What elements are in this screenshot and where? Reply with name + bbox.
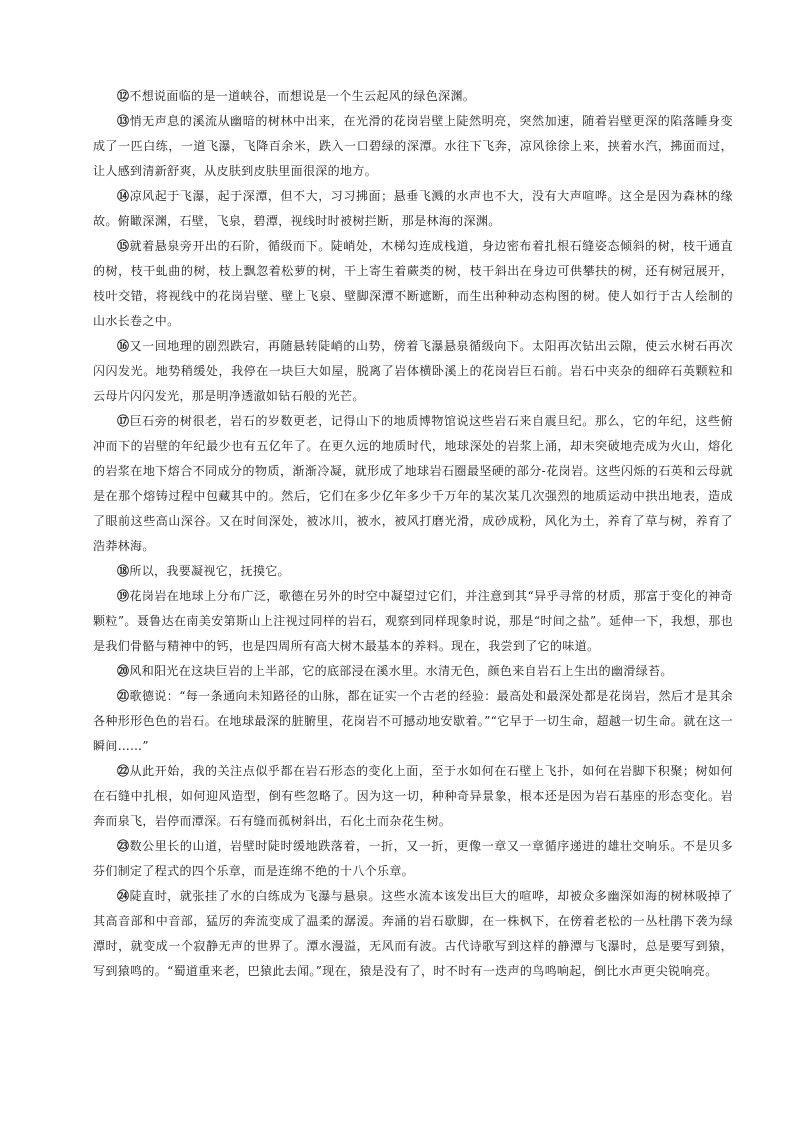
paragraph-15 <box>93 234 733 334</box>
paragraph-text: 就着悬泉旁开出的石阶，循级而下。陡峭处，木梯勾连成栈道，身边密布着扎根石缝姿态倾斜的树，枝干通直的树，枝干虬曲的树，枝上飘忽着松萝的树，干上寄生着蕨类的树，枝干斜出在身边可供攀扶的树，还有树冠展开，枝叶交错，将视线中的花岗岩壁、壁上飞泉、壁脚深潭不断遮断，而生出种种动态构图的树。使人如行于古人绘制的山水长卷之中。 <box>93 239 733 328</box>
paragraph-text: 歌德说：“每一条通向未知路径的山脉，都在证实一个古老的经验：最高处和最深处都是花岗岩，然后才是其余各种形形色色的岩石。在地球最深的脏腑里，花岗岩不可撼动地安歇着。”“它早于一切生命，超越一切生命。就在这一瞬间……” <box>93 689 733 753</box>
paragraph-text: 数公里长的山道，岩壁时陡时缓地跌落着，一折，又一折，更像一章又一章循序递进的雄壮交响乐。不是贝多芬们制定了程式的四个乐章，而是连绵不绝的十八个乐章。 <box>93 839 733 878</box>
paragraph-text: 所以，我要凝视它，抚摸它。 <box>129 564 290 578</box>
paragraph-18 <box>93 559 733 584</box>
paragraph-16 <box>93 334 733 409</box>
paragraph-23 <box>93 834 733 884</box>
paragraph-text: 从此开始，我的关注点似乎都在岩石形态的变化上面，至于水如何在石壁上飞扑，如何在岩脚下积聚；树如何在石缝中扎根，如何迎风造型，倒有些忽略了。因为这一切，种种奇异景象，根本还是因为岩石基座的形态变化。岩奔而泉飞，岩停而潭深。石有缝而孤树斜出，石化土而杂花生树。 <box>93 764 733 828</box>
paragraph-number: ㉑ <box>117 689 130 703</box>
paragraph-22 <box>93 759 733 834</box>
paragraph-text: 陡直时，就张挂了水的白练成为飞瀑与悬泉。这些水流本该发出巨大的喧哗，却被众多幽深如海的树林吸掉了其高音部和中音部，猛厉的奔流变成了温柔的潺湲。奔涌的岩石歇脚，在一株枫下，在傍着老松的一丛杜鹃下袭为绿潭时，就变成一个寂静无声的世界了。潭水漫溢，无风而有波。古代诗歌写到这样的静潭与飞瀑时，总是要写到猿，写到猿鸣的。“蜀道重来老，巴猿此去闻。”现在，猿是没有了，时不时有一迭声的鸟鸣响起，倒比水声更尖锐响亮。 <box>93 889 733 978</box>
paragraph-number: ㉒ <box>117 764 130 778</box>
paragraph-text: 风和阳光在这块巨岩的上半部，它的底部浸在溪水里。水清无色，颜色来自岩石上生出的幽滑绿苔。 <box>129 664 673 678</box>
paragraph-21 <box>93 684 733 759</box>
paragraph-text: 悄无声息的溪流从幽暗的树林中出来，在光滑的花岗岩壁上陡然明亮，突然加速，随着岩壁更深的陷落睡身变成了一匹白练，一道飞瀑，飞降百余米，跌入一口碧绿的深潭。水往下飞奔，凉风徐徐上来，挟着水汽，拂面而过，让人感到清新舒爽，从皮肤到皮肤里面很深的地方。 <box>93 114 733 178</box>
paragraph-20 <box>93 659 733 684</box>
paragraph-24 <box>93 884 733 984</box>
paragraph-number: ⑫ <box>117 89 130 103</box>
paragraph-19 <box>93 584 733 659</box>
paragraph-text: 又一回地理的剧烈跌宕，再随悬转陡峭的山势，傍着飞瀑悬泉循级向下。太阳再次钻出云隙，使云水树石再次闪闪发光。地势稍缓处，我停在一块巨大如屋，脱离了岩体横卧溪上的花岗岩巨石前。岩石中夹杂的细碎石英颗粒和云母片闪闪发光，那是明净透澈如钻石般的光芒。 <box>93 339 733 403</box>
paragraph-number: ⑲ <box>117 589 130 603</box>
paragraph-17 <box>93 409 733 559</box>
paragraph-number: ⑳ <box>117 664 130 678</box>
paragraph-number: ⑭ <box>117 189 130 203</box>
paragraph-text: 巨石旁的树很老，岩石的岁数更老，记得山下的地质博物馆说这些岩石来自震旦纪。那么，它的年纪，这些俯冲而下的岩壁的年纪最少也有五亿年了。在更久远的地质时代，地球深处的岩浆上涌，却未突破地壳成为火山，熔化的岩浆在地下熔合不同成分的物质，渐渐冷凝，就形成了地球岩石圈最坚硬的部分-花岗岩。这些闪烁的石英和云母就是在那个熔铸过程中包藏其中的。然后，它们在多少亿年多少千万年的某次某几次强烈的地质运动中拱出地表，造成了眼前这些高山深谷。又在时间深处，被冰川，被水，被风打磨光滑，成砂成粉，风化为土，养育了草与树，养育了浩莽林海。 <box>93 414 733 553</box>
paragraph-text: 花岗岩在地球上分布广泛，歌德在另外的时空中凝望过它们，并注意到其“异乎寻常的材质，那富于变化的神奇颗粒”。聂鲁达在南美安第斯山上注视过同样的岩石，观察到同样现象时说，那是“时间之盐”。延伸一下，我想，那也是我们骨骼与精神中的钙，也是四周所有高大树木最基本的养料。现在，我尝到了它的味道。 <box>93 589 733 653</box>
paragraph-number: ⑬ <box>117 114 130 128</box>
paragraph-number: ⑱ <box>117 564 130 578</box>
paragraph-text: 凉风起于飞瀑，起于深潭，但不大，习习拂面；悬垂飞溅的水声也不大，没有大声喧哗。这全是因为森林的缘故。俯瞰深渊，石壁，飞泉，碧潭，视线时时被树拦断，那是林海的深渊。 <box>93 189 733 228</box>
paragraph-14 <box>93 184 733 234</box>
paragraph-13 <box>93 109 733 184</box>
article-body <box>93 84 733 984</box>
paragraph-number: ⑯ <box>117 339 130 353</box>
paragraph-number: ㉔ <box>117 889 130 903</box>
paragraph-number: ⑰ <box>117 414 130 428</box>
paragraph-12 <box>93 84 733 109</box>
paragraph-number: ⑮ <box>117 239 130 253</box>
paragraph-text: 不想说面临的是一道峡谷，而想说是一个生云起风的绿色深渊。 <box>129 89 476 103</box>
paragraph-number: ㉓ <box>117 839 130 853</box>
